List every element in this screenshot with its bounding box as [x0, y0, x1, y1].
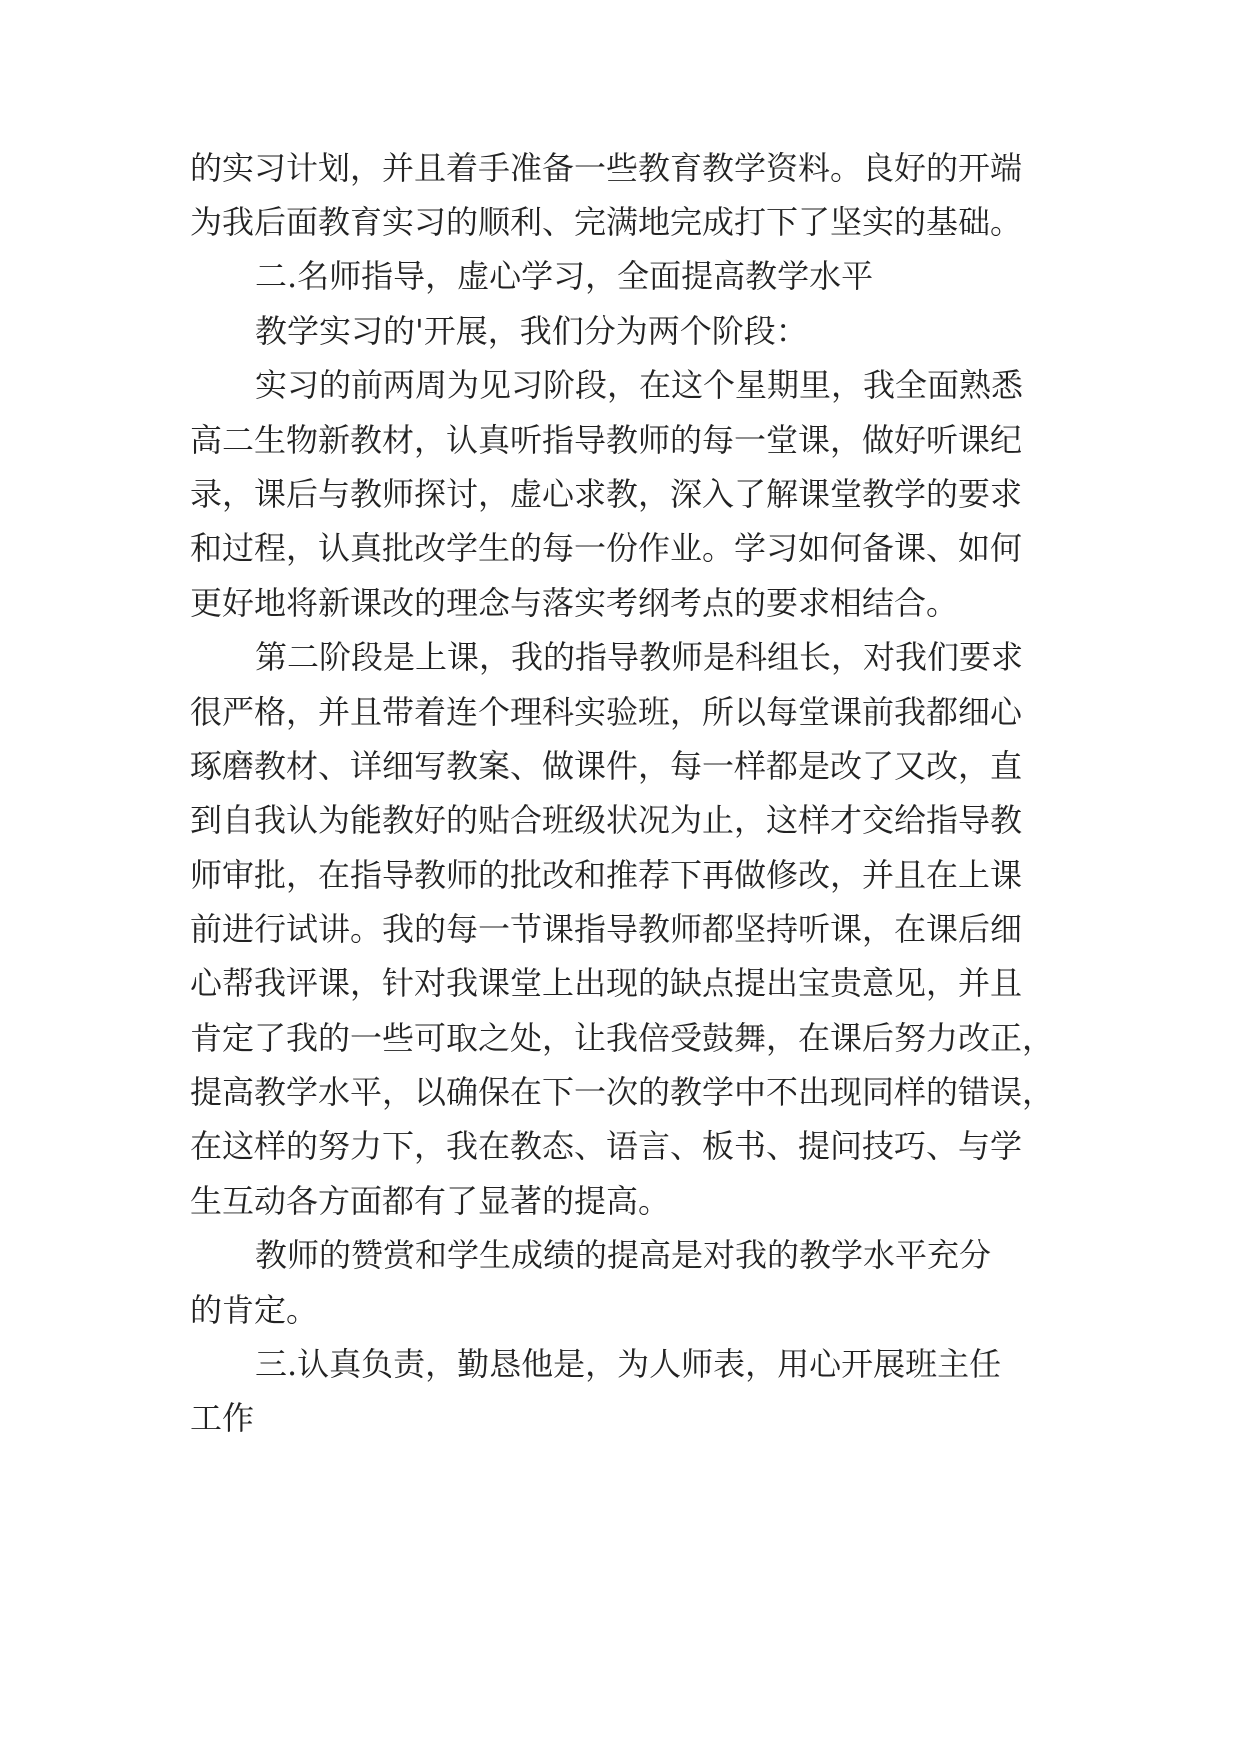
section-heading: 二.名师指导，虚心学习，全面提高教学水平 [255, 257, 874, 295]
text-line: 肯定了我的一些可取之处，让我倍受鼓舞，在课后努力改正， [190, 1019, 1055, 1057]
text-line: 高二生物新教材，认真听指导教师的每一堂课，做好听课纪 [190, 421, 1023, 459]
section-heading-continuation: 工作 [190, 1399, 255, 1437]
text-line: 在这样的努力下，我在教态、语言、板书、提问技巧、与学 [190, 1127, 1023, 1165]
text-line: 师审批，在指导教师的批改和推荐下再做修改，并且在上课 [190, 856, 1023, 894]
text-line: 和过程，认真批改学生的每一份作业。学习如何备课、如何 [190, 529, 1023, 567]
text-line: 录，课后与教师探讨，虚心求教，深入了解课堂教学的要求 [190, 475, 1023, 513]
text-line: 到自我认为能教好的贴合班级状况为止，这样才交给指导教 [190, 801, 1023, 839]
paragraph-first-line: 教学实习的'开展，我们分为两个阶段： [255, 312, 808, 350]
section-heading: 三.认真负责，勤恳他是，为人师表，用心开展班主任 [255, 1345, 1002, 1383]
paragraph-first-line: 教师的赞赏和学生成绩的提高是对我的教学水平充分 [255, 1236, 992, 1274]
text-line: 琢磨教材、详细写教案、做课件，每一样都是改了又改，直 [190, 747, 1023, 785]
text-line: 提高教学水平，以确保在下一次的教学中不出现同样的错误， [190, 1073, 1055, 1111]
text-line: 心帮我评课，针对我课堂上出现的缺点提出宝贵意见，并且 [190, 964, 1023, 1002]
paragraph-first-line: 实习的前两周为见习阶段，在这个星期里，我全面熟悉 [255, 366, 1024, 404]
paragraph-first-line: 第二阶段是上课，我的指导教师是科组长，对我们要求 [255, 638, 1024, 676]
text-line: 生互动各方面都有了显著的提高。 [190, 1182, 671, 1220]
text-line: 很严格，并且带着连个理科实验班，所以每堂课前我都细心 [190, 693, 1023, 731]
text-line: 为我后面教育实习的顺利、完满地完成打下了坚实的基础。 [190, 203, 1023, 241]
text-line: 更好地将新课改的理念与落实考纲考点的要求相结合。 [190, 584, 959, 622]
text-line: 的肯定。 [190, 1291, 319, 1329]
text-line: 前进行试讲。我的每一节课指导教师都坚持听课，在课后细 [190, 910, 1023, 948]
text-line: 的实习计划，并且着手准备一些教育教学资料。良好的开端 [190, 149, 1023, 187]
